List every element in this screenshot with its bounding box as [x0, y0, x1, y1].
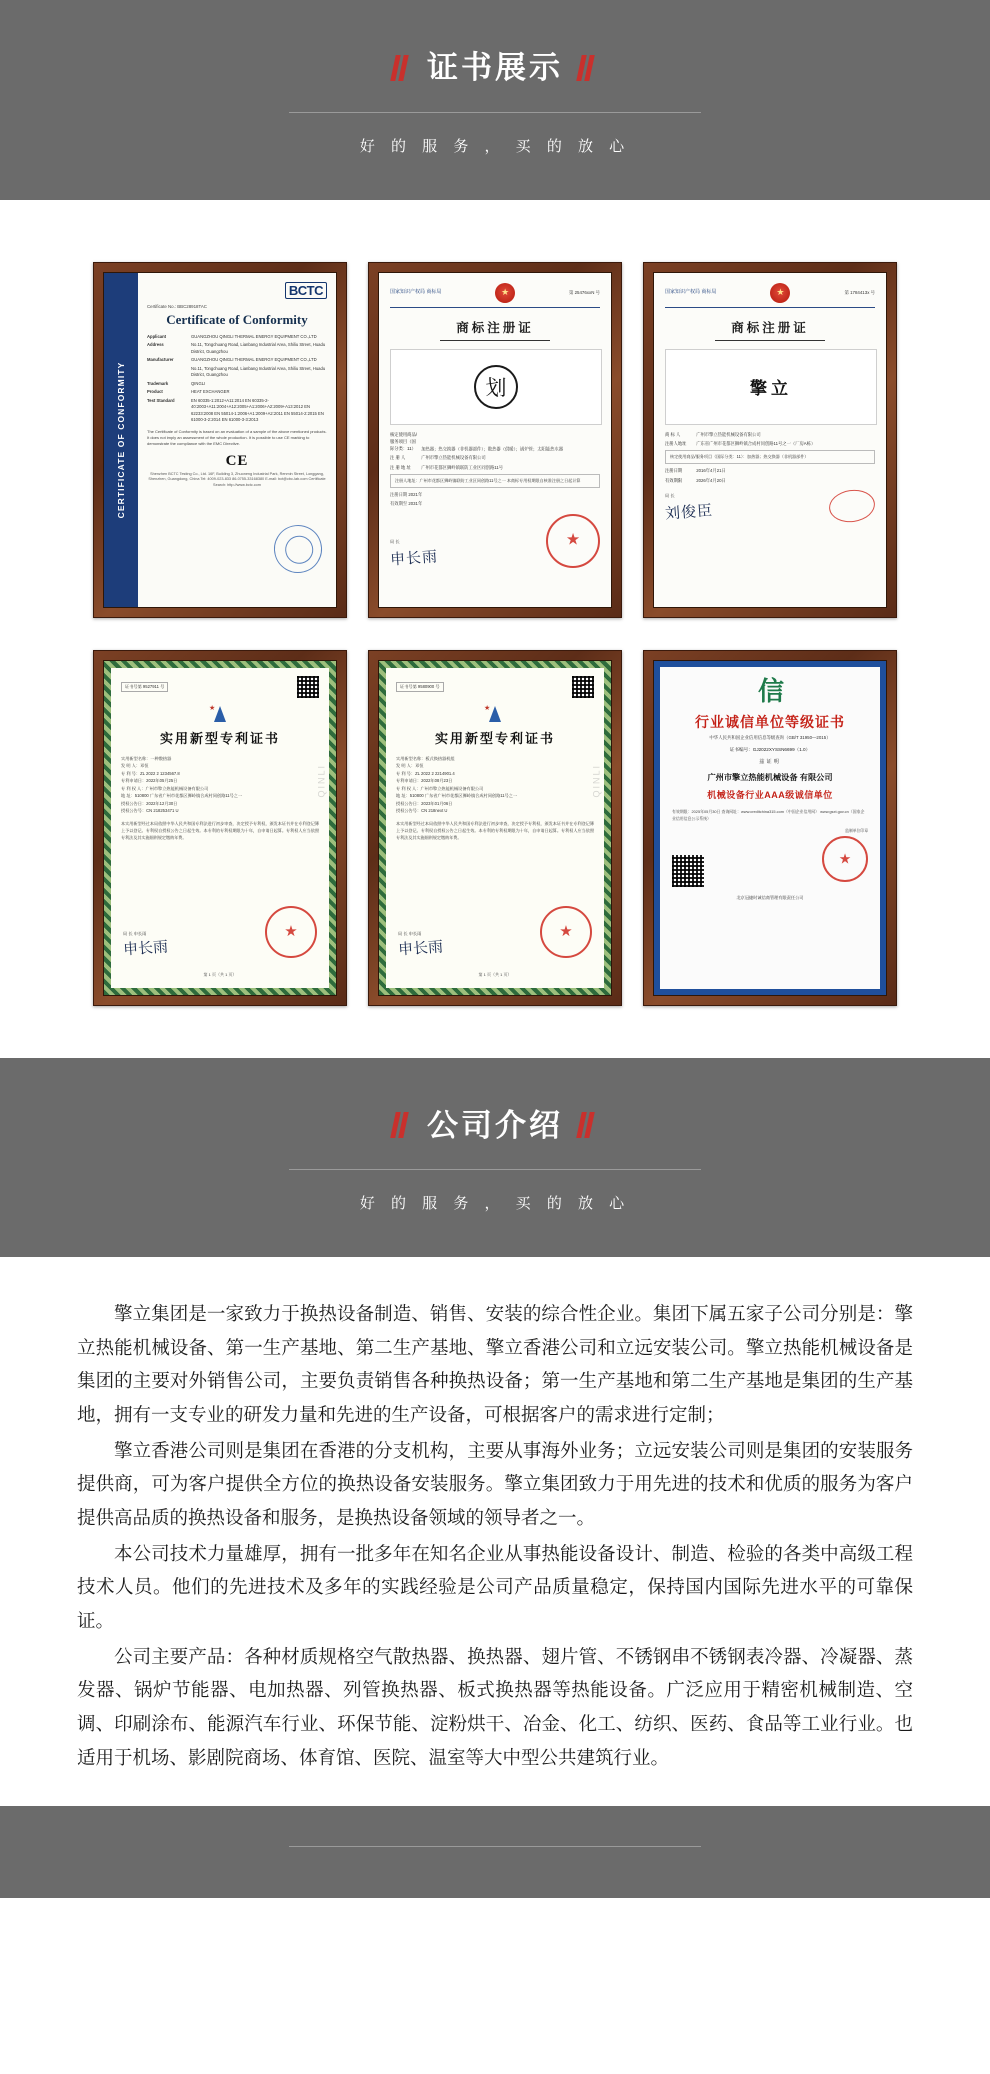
tick-right-icon [579, 1112, 597, 1138]
trademark-header [390, 283, 600, 308]
patent-line: 实用新型名称：板式换热器机组 [396, 755, 455, 761]
official-red-stamp [822, 836, 868, 882]
company-name: 广州市擎立热能机械设备 有限公司 [707, 772, 833, 782]
trademark-text: 擎立 [750, 379, 792, 398]
bctc-badge-text: BCTC [285, 282, 327, 299]
signature-label: 局 长 [390, 538, 400, 544]
line-label: 授权公告号 [396, 808, 417, 814]
company-intro-section [0, 1257, 990, 1806]
line-label: 专利申请日 [121, 778, 142, 784]
certificate-frame[interactable] [93, 262, 347, 618]
certificates-title-text: 证书展示 [427, 50, 563, 85]
banner-divider [289, 1169, 701, 1170]
line-value: 广州市擎立热能机械设备有限公司 [420, 785, 484, 791]
issuing-authority: 国家知识产权局 商标局 [390, 289, 442, 295]
line-label: 发 明 人 [396, 763, 411, 769]
patent-line: 专利申请日：2022年05月25日 [121, 778, 178, 784]
certificate-title: 商标注册证 [731, 320, 809, 335]
page-number: 第 1 页（共 1 页） [478, 971, 512, 977]
certificate-subtitle: 中华人民共和国企业信用信息等级查询（GB/T 31950—2015） [709, 734, 831, 740]
field-value: No.11, Tongchuang Road, Lianbang Industrial Area, Shiliu Street, Huadu District, Guangzhou [191, 365, 326, 377]
patent-line: 授权公告号：CN 218253471 U [121, 808, 179, 814]
page-number: 第 1 页（共 1 页） [203, 971, 237, 977]
line-label: 实用新型名称 [396, 755, 422, 761]
field-key: Address [147, 342, 164, 347]
ce-mark: CE [225, 452, 249, 469]
line-value: 2016年4月21日 [696, 468, 726, 474]
line-value: 2022年12月30日 [146, 800, 178, 806]
trademark-line [665, 431, 875, 438]
field-key: Test Standard [147, 397, 175, 403]
watermark-text: QINLI [317, 763, 327, 798]
line-value: 广东省广州市花都区狮岭镇合成村同创路11号之一（厂房A栋） [696, 440, 816, 446]
certificate-number: Certificate No.: BBC28918TAC [147, 303, 207, 309]
line-value: 广州市花都区狮岭镇联防工业区同创路11号 [421, 464, 504, 470]
star-icon: ★ [209, 704, 216, 712]
stamp-label: 监制单位印章 [845, 828, 868, 833]
certificate-number: 证书号第 9580900 号 [396, 682, 444, 692]
tick-right-icon [579, 55, 597, 81]
trademark-note: 核定使用商品/服务项目（国际分类：11）：加热器；热交换器（非机器部件） [665, 450, 875, 464]
certificate-field-row [147, 334, 327, 341]
field-key [147, 366, 191, 379]
official-red-stamp [540, 906, 592, 958]
official-red-stamp [827, 487, 877, 525]
field-value: GUANGZHOU QINGLI THERMAL ENERGY EQUIPMENT CO.,LTD [191, 333, 317, 339]
certificate-field-row [147, 366, 327, 379]
certificate-field-row [147, 389, 327, 396]
certificate-field-row [147, 357, 327, 364]
credit-bottom-row [672, 829, 868, 887]
trademark-glyph: 划 [474, 365, 518, 409]
trademark-line [665, 467, 875, 474]
line-value: 加热器；热交换器（非机器部件）；散热器（供暖）；锅炉管；太阳能热水器 [421, 446, 563, 452]
tick-left-icon [393, 55, 411, 81]
line-label: 注册人地址 [665, 440, 687, 446]
company-banner-title [393, 1107, 597, 1143]
certificate-title: 实用新型专利证书 [159, 730, 280, 746]
signature-row [665, 490, 875, 522]
patent-emblem-icon [483, 704, 507, 726]
line-label: 授权公告日 [396, 800, 417, 806]
official-red-stamp [546, 514, 600, 568]
trademark-body [379, 273, 611, 607]
certify-label: 兹证明 [759, 758, 781, 765]
certificate-number: 证书编号：GJ2022XYSSN6699（1.0） [729, 746, 811, 752]
line-label: 注 册 人 [390, 455, 406, 461]
line-value: CN 218next U [421, 808, 448, 814]
line-label: 专 利 权 人 [121, 785, 142, 791]
certificate-number: 第 1784413x 号 [844, 289, 875, 295]
certificates-banner-title [393, 52, 597, 83]
signature: 申长雨 [389, 549, 439, 569]
stamp-wrapper [822, 829, 868, 887]
line-label: 地 址 [121, 793, 131, 799]
patent-line: 授权公告号：CN 218next U [396, 808, 448, 814]
company-intro-banner [0, 1058, 990, 1258]
trademark-line [390, 464, 600, 471]
line-label: 核定使用商品/服务项目（国际分类：11） [390, 431, 417, 452]
certificate-title: 商标注册证 [456, 320, 534, 335]
field-key: Trademark [147, 380, 169, 386]
company-title-text: 公司介绍 [427, 1107, 563, 1143]
line-label: 地 址 [396, 793, 406, 799]
star-icon: ★ [484, 704, 491, 712]
patent-line: 地 址：510800 广东省广州市花都区狮岭镇合成村同创路11号之一 [396, 793, 518, 799]
signature: 申长雨 [122, 938, 169, 959]
certificate-body [138, 273, 336, 607]
field-key: Product [147, 389, 163, 394]
line-label: 商 标 人 [665, 431, 681, 437]
company-intro-text [77, 1297, 913, 1774]
certificate-frame[interactable] [93, 650, 347, 1006]
emblem-shape [489, 706, 501, 722]
patent-line: 专 利 号：ZL 2022 2 2214901.4 [396, 770, 455, 776]
line-value: CN 218253471 U [146, 808, 179, 814]
line-label: 授权公告日 [121, 800, 142, 806]
line-label: 专 利 权 人 [396, 785, 417, 791]
trademark-body [654, 273, 886, 607]
certificate-sidebar-text: CERTIFICATE OF CONFORMITY [116, 361, 126, 518]
line-label: 专利申请日 [396, 778, 417, 784]
utility-model-patent-2 [378, 660, 612, 996]
certificate-title: 实用新型专利证书 [434, 730, 555, 746]
patent-line: 授权公告日：2022年12月30日 [121, 800, 178, 806]
line-label: 专 利 号 [121, 770, 136, 776]
patent-line: 发 明 人：邓恒 [121, 763, 149, 769]
certificate-fields [147, 334, 327, 424]
field-value: No.11, Tongchuang Road, Lianbang Industrial Area, Shiliu Street, Huadu District, Guangzhou [191, 342, 326, 354]
title-underline [440, 340, 550, 341]
certificate-footer: Shenzhen BCTC Testing Co., Ltd. 16F, Building 3, Zhuoneng Industrial Park, Renmin Street, Longgang, Shenzhen, Guangdong, China Tel: 4009-023-833 86-0755-33168380 E-mail: bct@cbc-lab.com Certificate Search: http://www.bctc.com [148, 471, 326, 487]
line-label: 注册日期 [665, 468, 683, 474]
signature-row [390, 514, 600, 568]
line-value: 一种散热器 [150, 755, 172, 761]
patent-line: 授权公告日：2023年01月06日 [396, 800, 453, 806]
certificate-of-conformity [103, 272, 337, 608]
certificate-frame[interactable] [643, 650, 897, 1006]
line-value: 2023年01月06日 [421, 800, 453, 806]
valid-until: 有效期至 2031年 [390, 501, 423, 507]
banner-divider [289, 112, 701, 113]
trademark-note: 注册人地址：广州市花都区狮岭镇联防工业区同创路11号之一 本商标专用权期限自核准注册之日起计算 [390, 474, 600, 488]
line-value: 2026年4月20日 [696, 477, 726, 483]
certificate-note: The Certificate of Conformity is based on an evaluation of a sample of the above mentioned products. It does not imply an assessment of the whole production. It is possible to use CE marking to demonstrate the compliance with the EMC Directive. [147, 428, 327, 446]
issuing-authority: 国家知识产权局 商标局 [665, 289, 717, 295]
certificate-field-row [147, 381, 327, 388]
signature-label: 局 长 申长雨 [398, 930, 422, 936]
line-value: 广州市擎立热能机械设备有限公司 [696, 431, 761, 437]
trademark-line [665, 477, 875, 484]
footer-divider [289, 1846, 701, 1847]
credit-logo-icon: 信 [757, 676, 782, 706]
patent-top-row [396, 676, 594, 698]
bctc-logo [147, 282, 327, 299]
certificate-number: 证书号第 9527911 号 [121, 682, 168, 692]
certificate-number: 第 25476xxN 号 [568, 289, 600, 295]
signature: 刘俊臣 [664, 503, 714, 523]
patent-line: 地 址：510800 广东省广州市花都区狮岭镇合成村同创路11号之一 [121, 793, 243, 799]
line-label: 注 册 地 址 [390, 464, 411, 470]
signature: 申长雨 [397, 938, 444, 959]
patent-paragraph: 本实用新型经过本局依照中华人民共和国专利法进行初步审查，决定授予专利权，颁发本证书并在专利登记簿上予以登记。专利权自授权公告之日起生效。本专利的专利权期限为十年，自申请日起算。专利权人应当依照专利法及其实施细则规定缴纳年费。 [396, 821, 594, 840]
line-value: 2022年08月23日 [421, 778, 453, 784]
patent-emblem-icon [208, 704, 232, 726]
trademark-image-box [665, 349, 877, 425]
award-grade: 机械设备行业AAA级诚信单位 [707, 790, 833, 801]
line-label: 实用新型名称 [121, 755, 147, 761]
line-value: 2022年05月25日 [146, 778, 178, 784]
qr-code-icon [572, 676, 594, 698]
line-value: 广州市擎立热能机械设备有限公司 [145, 785, 209, 791]
field-value: EN 60335-1:2012+A11:2014 EN 60335-2-40:2003+A11:2004+A12:2005+A1:2006+A2:2009+A13:2012 EN 62233:2008 EN 55014-1:2006+A1:2009+A2:2011 EN 55014-2:2015 EN 61000-3-2:2014 EN 61000-3-3:2013 [191, 397, 324, 422]
patent-line: 专 利 权 人：广州市擎立热能机械设备有限公司 [121, 785, 209, 791]
national-emblem-icon [495, 283, 515, 303]
certificate-frame[interactable] [643, 262, 897, 618]
trademark-certificate-text [653, 272, 887, 608]
certificates-banner [0, 0, 990, 200]
field-key: Applicant [147, 333, 167, 339]
patent-body [104, 661, 336, 995]
line-label: 授权公告号 [121, 808, 142, 814]
line-label: 发 明 人 [121, 763, 136, 769]
signature-label: 局 长 [665, 492, 675, 498]
field-key: Manufacturer [147, 357, 174, 362]
utility-model-patent-1 [103, 660, 337, 996]
aaa-credit-certificate [653, 660, 887, 996]
patent-line: 专 利 号：ZL 2022 2 1234567.8 [121, 770, 180, 776]
certificates-section [0, 200, 990, 1058]
national-emblem-icon [770, 283, 790, 303]
certificate-meta: 有效期限：2025年05月30日 查询网址：www.creditchina315.com（中国企业信用网） www.gsxt.gov.cn（国家企业信用信息公示系统） [672, 809, 865, 822]
qr-code-icon [297, 676, 319, 698]
signature-row [123, 906, 317, 958]
official-red-stamp [265, 906, 317, 958]
line-value: ZL 2022 2 2214901.4 [415, 770, 455, 776]
certificate-field-row [147, 342, 327, 355]
footer-bar [0, 1806, 990, 1898]
issuer-stamp [269, 519, 327, 577]
field-value: GUANGZHOU QINGLI THERMAL ENERGY EQUIPMENT CO.,LTD [191, 357, 317, 362]
credit-certificate-body [654, 661, 886, 995]
intro-paragraph: 公司主要产品：各种材质规格空气散热器、换热器、翅片管、不锈钢串不锈钢表冷器、冷凝器、蒸发器、锅炉节能器、电加热器、列管换热器、板式换热器等热能设备。广泛应用于精密机械制造、空调、印刷涂布、能源汽车行业、环保节能、淀粉烘干、冶金、化工、纺织、医药、食品等工业行业。也适用于机场、影剧院商场、体育馆、医院、温室等大中型公共建筑行业。 [77, 1645, 913, 1768]
certificates-grid [69, 262, 921, 1006]
certificate-title: Certificate of Conformity [166, 311, 308, 327]
certificates-banner-subtitle: 好 的 服 务 ， 买 的 放 心 [359, 137, 631, 155]
title-underline [715, 340, 825, 341]
line-value: 510800 广东省广州市花都区狮岭镇合成村同创路11号之一 [134, 793, 243, 799]
intro-paragraph: 本公司技术力量雄厚，拥有一批多年在知名企业从事热能设备设计、制造、检验的各类中高级工程技术人员。他们的先进技术及多年的实践经验是公司产品质量稳定，保持国内国际先进水平的可靠保证。 [77, 1542, 913, 1631]
intro-paragraph: 擎立香港公司则是集团在香港的分支机构，主要从事海外业务；立远安装公司则是集团的安装服务提供商，可为客户提供全方位的换热设备安装服务。擎立集团致力于用先进的技术和优质的服务为客户提供高品质的换热设备和服务，是换热设备领域的领导者之一。 [77, 1439, 913, 1528]
certificate-title: 行业诚信单位等级证书 [695, 715, 845, 731]
line-label: 专 利 号 [396, 770, 411, 776]
patent-paragraph: 本实用新型经过本局依照中华人民共和国专利法进行初步审查，决定授予专利权，颁发本证书并在专利登记簿上予以登记。专利权自授权公告之日起生效。本专利的专利权期限为十年，自申请日起算。专利权人应当依照专利法及其实施细则规定缴纳年费。 [121, 821, 319, 840]
registration-date: 注册日期 2021年 [390, 492, 423, 498]
field-value: HEAT EXCHANGER [191, 389, 230, 394]
line-value: 邓恒 [140, 763, 149, 769]
line-value: 板式换热器机组 [425, 755, 455, 761]
company-banner-subtitle: 好 的 服 务 ， 买 的 放 心 [359, 1195, 631, 1212]
line-value: 广州市擎立热能机械设备有限公司 [421, 455, 486, 461]
patent-body [379, 661, 611, 995]
line-value: 邓恒 [415, 763, 424, 769]
trademark-line [390, 431, 600, 453]
patent-top-row [121, 676, 319, 698]
trademark-header [665, 283, 875, 308]
signature-label: 局 长 申长雨 [123, 930, 147, 936]
patent-line: 实用新型名称：一种散热器 [121, 755, 172, 761]
patent-line: 发 明 人：邓恒 [396, 763, 424, 769]
watermark-text: QINLI [592, 763, 602, 798]
patent-line: 专利申请日：2022年08月23日 [396, 778, 453, 784]
certificate-frame[interactable] [368, 650, 622, 1006]
trademark-line [390, 454, 600, 461]
line-value: ZL 2022 2 1234567.8 [140, 770, 180, 776]
trademark-certificate-graphic [378, 272, 612, 608]
signature-row [398, 906, 592, 958]
trademark-image-box [390, 349, 602, 425]
trademark-line [665, 440, 875, 447]
certificate-field-row [147, 398, 327, 424]
qr-code-icon [672, 855, 704, 887]
line-value: 510800 广东省广州市花都区狮岭镇合成村同创路11号之一 [409, 793, 518, 799]
issuer-name: 北京冠捷时诚信商管理有限责任公司 [736, 894, 804, 900]
intro-paragraph: 擎立集团是一家致力于换热设备制造、销售、安装的综合性企业。集团下属五家子公司分别是：擎立热能机械设备、第一生产基地、第二生产基地、擎立香港公司和立远安装公司。擎立热能机械设备是集团的主要对外销售公司，主要负责销售各种换热设备；第一生产基地和第二生产基地是集团的生产基地，拥有一支专业的研发力量和先进的生产设备，可根据客户的需求进行定制； [77, 1303, 913, 1425]
line-label: 有效期限 [665, 477, 683, 483]
tick-left-icon [393, 1112, 411, 1138]
field-value: QINGLI [191, 380, 206, 386]
certificate-frame[interactable] [368, 262, 622, 618]
certificate-sidebar [104, 273, 138, 607]
emblem-shape [214, 706, 226, 722]
patent-line: 专 利 权 人：广州市擎立热能机械设备有限公司 [396, 785, 484, 791]
